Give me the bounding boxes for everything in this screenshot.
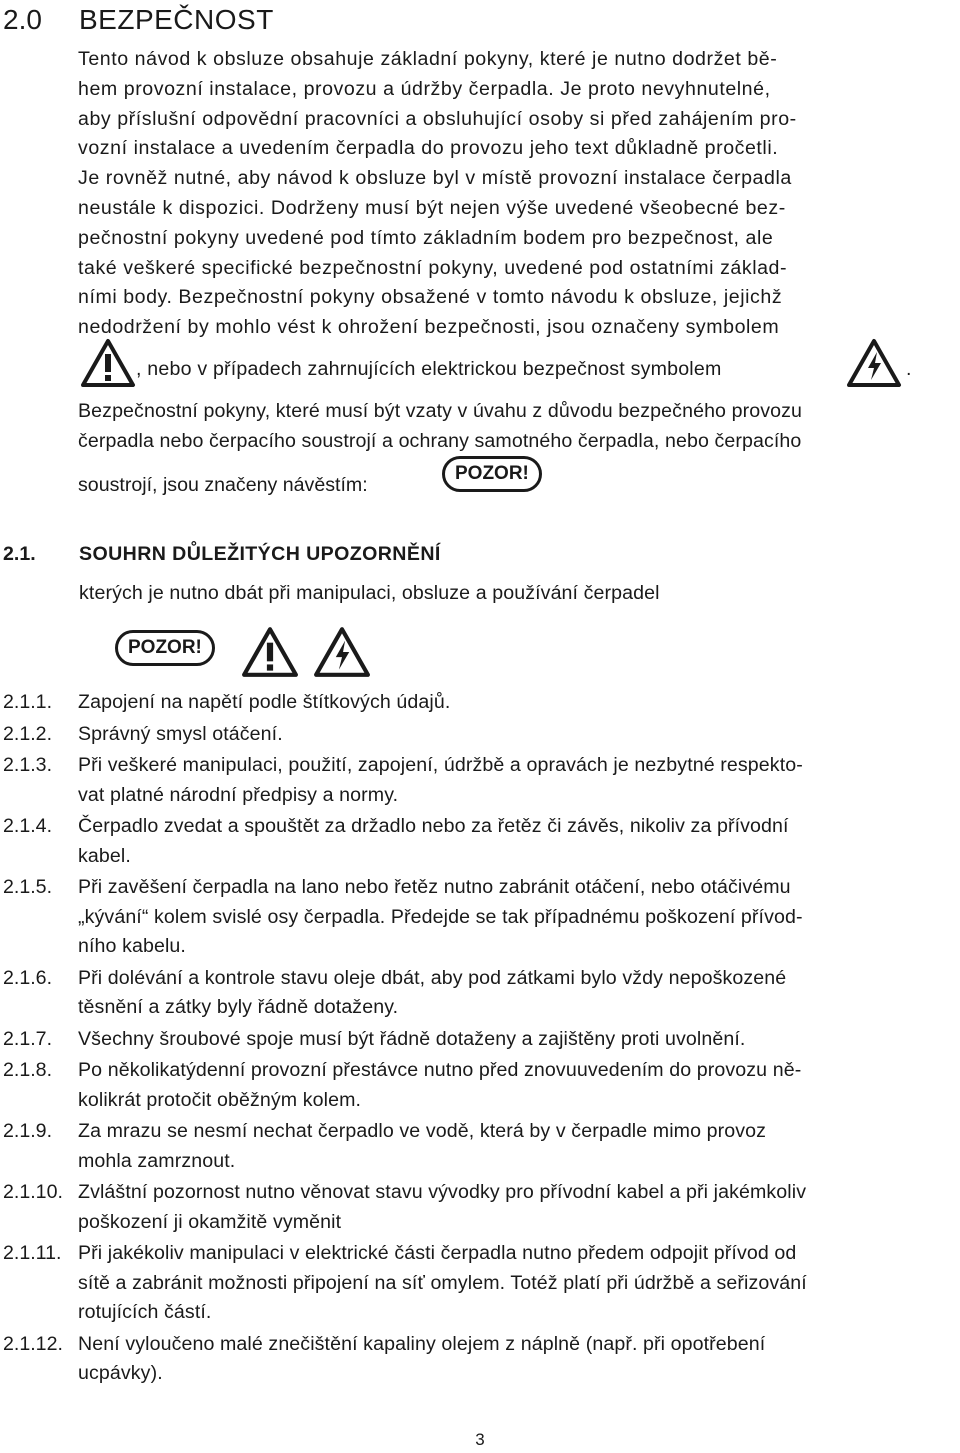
intro-line: pečnostní pokyny uvedené pod tímto základním bodem pro bezpečnost, ale xyxy=(78,226,774,249)
list-item xyxy=(0,1178,960,1237)
list-item-line: kabel. xyxy=(78,844,131,867)
list-item-text xyxy=(78,751,956,810)
list-item-text xyxy=(78,1178,956,1237)
list-item-number: 2.1.2. xyxy=(3,722,53,745)
list-item-line: Všechny šroubové spoje musí být řádně dotaženy a zajištěny proti uvolnění. xyxy=(78,1027,746,1050)
section-number: 2.0 xyxy=(3,4,42,35)
list-item-text xyxy=(78,1117,956,1176)
list-item xyxy=(0,1056,960,1115)
list-item-line: Při veškeré manipulaci, použití, zapojení, údržbě a opravách je nezbytné respekto- xyxy=(78,754,803,776)
safety-list xyxy=(0,688,960,1391)
list-item-text xyxy=(78,1025,956,1055)
symbol-end: . xyxy=(906,358,912,380)
list-item-line: Zvláštní pozornost nutno věnovat stavu vývodky pro přívodní kabel a při jakémkoliv xyxy=(78,1181,807,1203)
list-item-line: Po několikatýdenní provozní přestávce nutno před znovuuvedením do provozu ně- xyxy=(78,1059,802,1081)
list-item-line: vat platné národní předpisy a normy. xyxy=(78,783,399,806)
list-item-line: poškození ji okamžitě vyměnit xyxy=(78,1210,342,1233)
list-item-number: 2.1.10. xyxy=(3,1181,63,1203)
page-number: 3 xyxy=(475,1430,485,1449)
list-item xyxy=(0,751,960,810)
list-item xyxy=(0,1330,960,1389)
list-item-line: Správný smysl otáčení. xyxy=(78,722,283,745)
symbol-line xyxy=(78,340,956,392)
list-item-text xyxy=(78,873,956,962)
list-item xyxy=(0,812,960,871)
list-item-number: 2.1.9. xyxy=(3,1120,53,1142)
pozor-badge: POZOR! xyxy=(442,456,542,492)
symbol-text: , nebo v případech zahrnujících elektrickou bezpečnost symbolem xyxy=(136,358,722,380)
intro-line: neustále k dispozici. Dodrženy musí být nejen výše uvedené všeobecné bez- xyxy=(78,196,786,219)
after-line: Bezpečnostní pokyny, které musí být vzaty v úvahu z důvodu bezpečného provozu xyxy=(78,400,803,422)
pozor-badge: POZOR! xyxy=(115,630,215,666)
warning-triangle-icon xyxy=(241,626,299,678)
list-item-line: ního kabelu. xyxy=(78,935,186,957)
subsection-number: 2.1. xyxy=(3,543,36,565)
list-item xyxy=(0,1025,960,1055)
intro-line: vozní instalace a uvedením čerpadla do provozu jeho text důkladně pročetli. xyxy=(78,137,779,160)
intro-line: hem provozní instalace, provozu a údržby čerpadla. Je proto nevyhnutelné, xyxy=(78,77,771,100)
list-item-line: Při jakékoliv manipulaci v elektrické části čerpadla nutno předem odpojit přívod od xyxy=(78,1242,797,1264)
list-item-text xyxy=(78,812,956,871)
intro-paragraph xyxy=(78,45,956,343)
list-item-line: Za mrazu se nesmí nechat čerpadlo ve vodě, která by v čerpadle mimo provoz xyxy=(78,1120,767,1142)
list-item-line: Při dolévání a kontrole stavu oleje dbát, aby pod zátkami bylo vždy nepoškozené xyxy=(78,966,787,989)
symbol-row xyxy=(115,624,395,680)
after-paragraph xyxy=(78,396,956,456)
list-item-number: 2.1.5. xyxy=(3,876,53,898)
list-item xyxy=(0,964,960,1023)
list-item-line: „kývání“ kolem svislé osy čerpadla. Předejde se tak případnému poškození přívod- xyxy=(78,905,803,928)
section-title: BEZPEČNOST xyxy=(79,4,274,35)
list-item-line: sítě a zabránit možnosti připojení na síť omylem. Totéž platí při údržbě a seřizování xyxy=(78,1271,807,1294)
intro-line: nedodržení by mohlo vést k ohrožení bezpečnosti, jsou označeny symbolem xyxy=(78,316,780,339)
intro-line: Je rovněž nutné, aby návod k obsluze byl v místě provozní instalace čerpadla xyxy=(78,167,792,190)
list-item-line: ucpávky). xyxy=(78,1362,163,1384)
intro-line: také veškeré specifické bezpečnostní pokyny, uvedené pod ostatními základ- xyxy=(78,256,788,279)
intro-line: aby příslušní odpovědní pracovníci a obsluhující osoby si před zahájením pro- xyxy=(78,107,797,130)
list-item-text xyxy=(78,720,956,750)
list-item-line: Zapojení na napětí podle štítkových údajů. xyxy=(78,691,451,713)
list-item-line: Čerpadlo zvedat a spouštět za držadlo nebo za řetěz či závěs, nikoliv za přívodní xyxy=(78,815,789,837)
list-item-line: Při zavěšení čerpadla na lano nebo řetěz nutno zabránit otáčení, nebo otáčivému xyxy=(78,876,791,898)
list-item-number: 2.1.1. xyxy=(3,691,53,713)
pozor-line xyxy=(78,456,956,504)
list-item-text xyxy=(78,964,956,1023)
list-item-number: 2.1.3. xyxy=(3,754,53,776)
list-item xyxy=(0,1117,960,1176)
list-item xyxy=(0,1239,960,1328)
list-item-number: 2.1.6. xyxy=(3,966,53,989)
electric-hazard-icon xyxy=(846,338,902,388)
list-item-number: 2.1.8. xyxy=(3,1059,53,1081)
list-item xyxy=(0,688,960,718)
list-item-line: těsnění a zátky byly řádně dotaženy. xyxy=(78,996,399,1018)
intro-line: Tento návod k obsluze obsahuje základní pokyny, které je nutno dodržet bě- xyxy=(78,48,778,70)
list-item-text xyxy=(78,1239,956,1328)
subsection-title: SOUHRN DŮLEŽITÝCH UPOZORNĚNÍ xyxy=(79,543,441,565)
list-item-line: kolikrát protočit oběžným kolem. xyxy=(78,1088,362,1111)
list-item-number: 2.1.12. xyxy=(3,1332,63,1355)
subsection-description: kterých je nutno dbát při manipulaci, obsluze a používání čerpadel xyxy=(79,582,660,604)
list-item-text xyxy=(78,1056,956,1115)
warning-triangle-icon xyxy=(80,338,136,388)
list-item-number: 2.1.7. xyxy=(3,1027,53,1050)
after-line: čerpadla nebo čerpacího soustrojí a ochrany samotného čerpadla, nebo čerpacího xyxy=(78,430,802,452)
list-item-text xyxy=(78,1330,956,1389)
list-item-text xyxy=(78,688,956,718)
list-item-number: 2.1.4. xyxy=(3,815,53,837)
list-item-line: Není vyloučeno malé znečištění kapaliny olejem z náplně (např. při opotřebení xyxy=(78,1332,766,1355)
list-item xyxy=(0,873,960,962)
list-item-line: mohla zamrznout. xyxy=(78,1149,236,1172)
list-item-line: rotujících částí. xyxy=(78,1301,212,1323)
list-item xyxy=(0,720,960,750)
intro-line: ními body. Bezpečnostní pokyny obsažené v tomto návodu k obsluze, jejichž xyxy=(78,286,783,309)
pozor-text: soustrojí, jsou značeny návěstím: xyxy=(78,474,368,496)
electric-hazard-icon xyxy=(313,626,371,678)
list-item-number: 2.1.11. xyxy=(3,1242,62,1264)
